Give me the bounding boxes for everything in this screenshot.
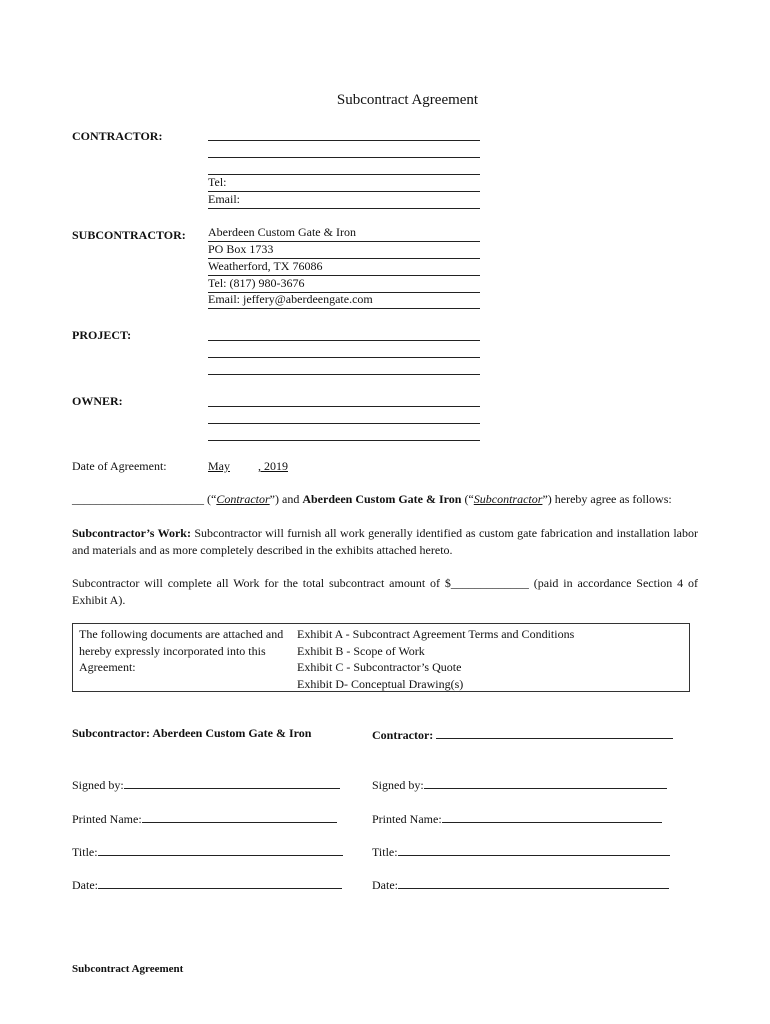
contractor-email-label: Email:: [208, 192, 240, 206]
contractor-signature-heading: [372, 726, 673, 743]
sub-printed-name-line[interactable]: [142, 810, 337, 823]
quote-open-1: (“: [204, 492, 217, 506]
con-printed-name: [372, 810, 662, 827]
owner-label: OWNER:: [72, 394, 123, 408]
amount-text-after: (paid in accordance Section 4 of Exhibit A).: [72, 576, 699, 607]
contractor-name-blank[interactable]: ______________________: [72, 492, 204, 506]
amount-text-before: Subcontractor will complete all Work for the total subcontract amount of: [72, 576, 445, 590]
con-date-label: Date:: [372, 878, 398, 892]
subcontractor-address1: PO Box 1733: [208, 242, 274, 256]
project-label: PROJECT:: [72, 328, 132, 342]
sub-title-label: Title:: [72, 845, 98, 859]
con-date-line[interactable]: [398, 876, 669, 889]
contractor-term: Contractor: [216, 492, 270, 506]
subcontractor-address2: Weatherford, TX 76086: [208, 259, 323, 273]
sub-signed-by-label: Signed by:: [72, 778, 124, 792]
contractor-heading-line[interactable]: [436, 726, 673, 739]
work-text: Subcontractor will furnish all work generally identified as custom gate fabrication and installation labor and materials and as more completely described in the exhibits attached hereto.: [72, 526, 699, 557]
quote-open-2: (“: [461, 492, 474, 506]
exhibit-a: Exhibit A - Subcontract Agreement Terms and Conditions: [297, 627, 575, 641]
amount-blank[interactable]: $_____________: [444, 576, 529, 590]
subcontractor-label: SUBCONTRACTOR:: [72, 228, 186, 242]
subcontractor-email-field[interactable]: [208, 292, 480, 309]
date-month: May: [208, 459, 230, 473]
con-date: [372, 876, 669, 893]
contractor-address2-field[interactable]: [208, 158, 480, 175]
subcontractor-signature-heading: Subcontractor: Aberdeen Custom Gate & Iron: [72, 726, 312, 740]
sub-signed-by: [72, 776, 340, 793]
contractor-email-field[interactable]: [208, 192, 480, 209]
subcontractor-term: Subcontractor: [473, 492, 543, 506]
subcontractor-email: Email: jeffery@aberdeengate.com: [208, 292, 373, 306]
contractor-label: CONTRACTOR:: [72, 129, 163, 143]
contractor-address-field[interactable]: [208, 141, 480, 158]
quote-close-1: ”) and: [269, 492, 303, 506]
con-signed-by: [372, 776, 667, 793]
subcontractor-name-bold: Aberdeen Custom Gate & Iron: [302, 492, 462, 506]
date-of-agreement-label: Date of Agreement:: [72, 459, 167, 473]
date-of-agreement-value[interactable]: [208, 459, 288, 474]
amount-paragraph: [72, 575, 698, 609]
page-footer: Subcontract Agreement: [72, 963, 184, 975]
con-title-line[interactable]: [398, 843, 670, 856]
project-field-3[interactable]: [208, 358, 480, 375]
date-year: , 2019: [258, 459, 288, 473]
subcontractor-name: Aberdeen Custom Gate & Iron: [208, 225, 356, 239]
document-title: Subcontract Agreement: [336, 92, 479, 108]
project-field-2[interactable]: [208, 341, 480, 358]
subcontractor-tel-field[interactable]: [208, 276, 480, 293]
parties-sentence: [72, 492, 702, 507]
con-signed-by-label: Signed by:: [372, 778, 424, 792]
work-paragraph: [72, 525, 698, 559]
sub-signed-by-line[interactable]: [124, 776, 340, 789]
sub-title: [72, 843, 343, 860]
sub-printed-name-label: Printed Name:: [72, 812, 142, 826]
exhibit-list: [297, 626, 677, 692]
contractor-name-field[interactable]: [208, 124, 480, 141]
subcontractor-address1-field[interactable]: [208, 242, 480, 259]
subcontractor-name-field[interactable]: [208, 225, 480, 242]
owner-field-1[interactable]: [208, 390, 480, 407]
contractor-tel-field[interactable]: [208, 175, 480, 192]
sub-date-line[interactable]: [98, 876, 342, 889]
sub-date-label: Date:: [72, 878, 98, 892]
quote-close-2: ”) hereby agree as follows:: [542, 492, 672, 506]
exhibit-c: Exhibit C - Subcontractor’s Quote: [297, 660, 462, 674]
attached-documents-intro: The following documents are attached and hereby expressly incorporated into this Agreement:: [79, 627, 284, 674]
contractor-heading-label: Contractor:: [372, 728, 434, 742]
exhibit-d: Exhibit D- Conceptual Drawing(s): [297, 676, 464, 691]
project-field-1[interactable]: [208, 324, 480, 341]
sub-date: [72, 876, 342, 893]
exhibit-b: Exhibit B - Scope of Work: [297, 643, 425, 658]
con-printed-name-label: Printed Name:: [372, 812, 442, 826]
sub-title-line[interactable]: [98, 843, 343, 856]
con-signed-by-line[interactable]: [424, 776, 667, 789]
subcontractor-address2-field[interactable]: [208, 259, 480, 276]
con-printed-name-line[interactable]: [442, 810, 662, 823]
work-heading: Subcontractor’s Work:: [72, 526, 191, 540]
con-title-label: Title:: [372, 845, 398, 859]
subcontractor-tel: Tel: (817) 980-3676: [208, 276, 305, 290]
contractor-tel-label: Tel:: [208, 175, 227, 189]
owner-field-3[interactable]: [208, 424, 480, 441]
owner-field-2[interactable]: [208, 407, 480, 424]
con-title: [372, 843, 670, 860]
sub-printed-name: [72, 810, 337, 827]
attached-documents-box: [72, 623, 690, 692]
